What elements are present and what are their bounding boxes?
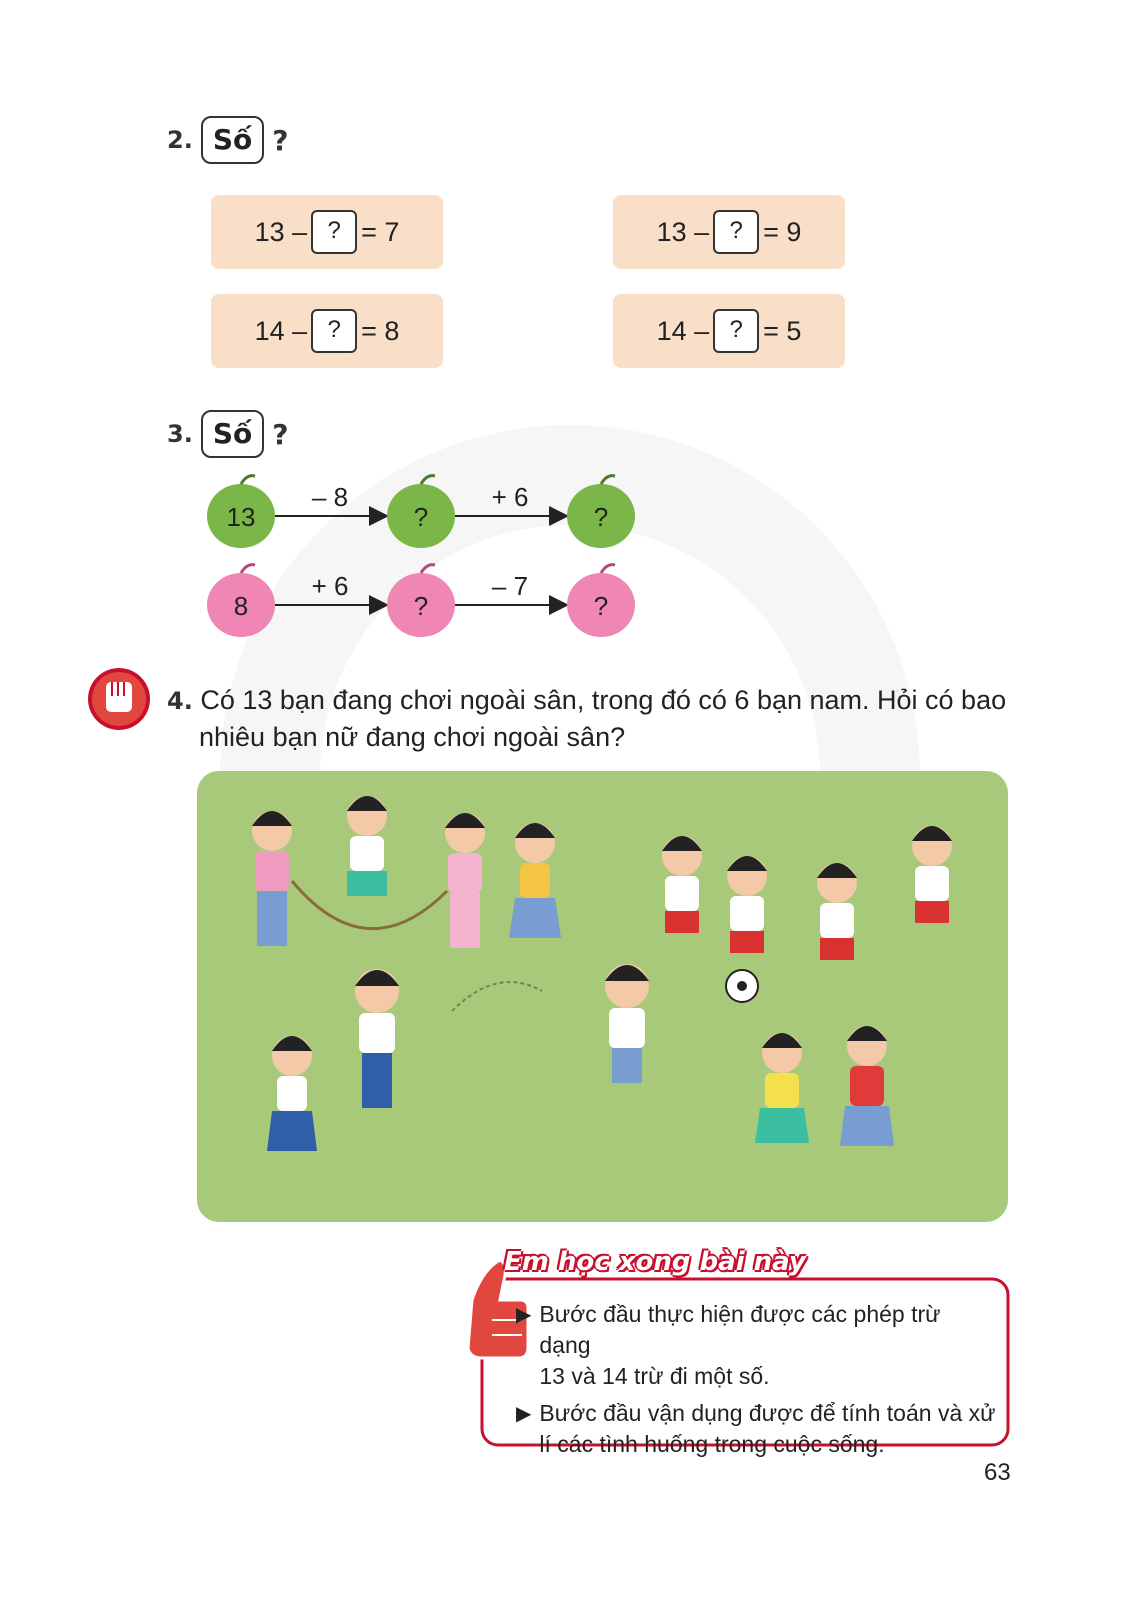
child-figure [252, 811, 292, 946]
child-figure [662, 836, 702, 933]
exercise-3-header [167, 410, 288, 458]
answer-blank[interactable]: ? [311, 309, 357, 353]
apple-blank[interactable]: ? [593, 591, 609, 621]
child-figure [912, 826, 952, 923]
equation-left: 13 – [656, 216, 710, 247]
bullet-line: Bước đầu thực hiện được các phép trừ dạng [539, 1301, 941, 1358]
answer-blank[interactable]: ? [713, 309, 759, 353]
operation-label: – 8 [311, 482, 349, 512]
page-number: 63 [984, 1459, 1011, 1486]
apple-start-value: 13 [226, 502, 256, 532]
summary-bullet [516, 1398, 996, 1460]
equation-card [211, 294, 443, 368]
playground-illustration [197, 771, 1008, 1222]
equation-right: = 8 [361, 315, 400, 346]
triangle-bullet-icon: ▶ [516, 1401, 532, 1425]
equation-left: 14 – [254, 315, 308, 346]
equation-right: = 5 [763, 315, 802, 346]
apple-chain-1 [207, 476, 635, 548]
exercise-number: 3. [167, 420, 193, 448]
equation-card [613, 294, 845, 368]
operation-label: + 6 [491, 482, 529, 512]
apple-blank[interactable]: ? [413, 502, 429, 532]
exercise-number: 2. [167, 126, 193, 154]
apple-chains [195, 470, 655, 650]
child-figure [727, 856, 767, 953]
operation-label: – 7 [491, 571, 529, 601]
child-figure [445, 813, 485, 948]
problem-line-2: nhiêu bạn nữ đang chơi ngoài sân? [199, 722, 626, 752]
apple-blank[interactable]: ? [413, 591, 429, 621]
summary-bullets [516, 1299, 996, 1460]
summary-bullet [516, 1299, 996, 1392]
so-badge: Số [201, 116, 264, 164]
bullet-line: Bước đầu vận dụng được để tính toán và xử [539, 1400, 996, 1426]
problem-line-1: Có 13 bạn đang chơi ngoài sân, trong đó có 6 bạn nam. Hỏi có bao [200, 685, 1007, 715]
fist-icon [86, 666, 152, 732]
soccer-ball-icon [726, 970, 758, 1002]
equation-left: 13 – [254, 216, 308, 247]
child-figure [347, 796, 387, 896]
triangle-bullet-icon: ▶ [516, 1302, 532, 1326]
answer-blank[interactable]: ? [713, 210, 759, 254]
child-figure [817, 863, 857, 960]
operation-label: + 6 [311, 571, 349, 601]
apple-chain-2 [207, 565, 635, 637]
equation-left: 14 – [656, 315, 710, 346]
exercise-number: 4. [167, 687, 193, 715]
bullet-line: 13 và 14 trừ đi một số. [539, 1363, 770, 1389]
question-mark: ? [272, 123, 289, 157]
summary-title: Em học xong bài này [504, 1247, 806, 1277]
answer-blank[interactable]: ? [311, 210, 357, 254]
equation-card [613, 195, 845, 269]
equation-card [211, 195, 443, 269]
exercise-2-header [167, 116, 288, 164]
so-badge: Số [201, 410, 264, 458]
apple-blank[interactable]: ? [593, 502, 609, 532]
bullet-line: lí các tình huống trong cuộc sống. [539, 1431, 885, 1457]
apple-start-value: 8 [233, 591, 249, 621]
equation-right: = 7 [361, 216, 400, 247]
exercise-4-text [167, 682, 1017, 755]
equation-right: = 9 [763, 216, 802, 247]
question-mark: ? [272, 417, 289, 451]
